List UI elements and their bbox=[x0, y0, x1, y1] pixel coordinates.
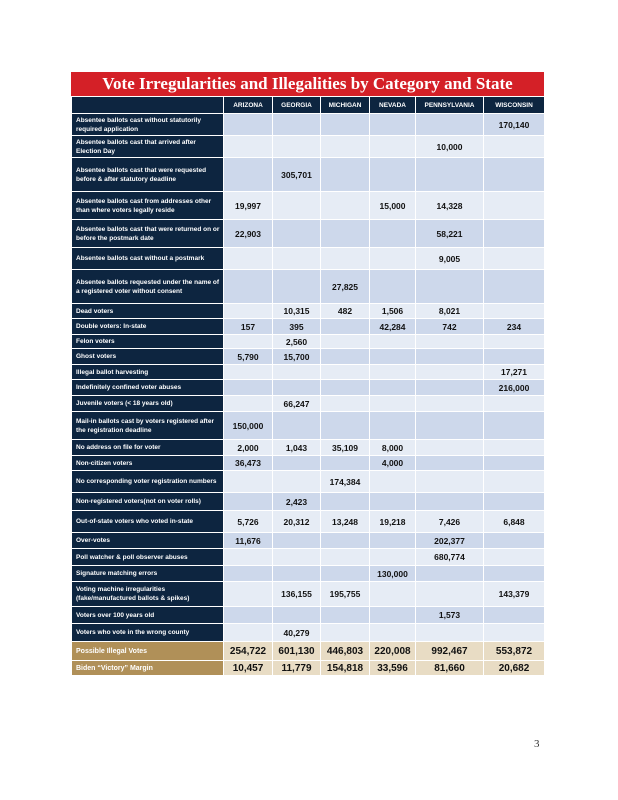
value-cell bbox=[416, 114, 484, 136]
value-cell bbox=[370, 114, 416, 136]
table-row bbox=[72, 319, 545, 335]
value-cell: 66,247 bbox=[273, 396, 321, 412]
value-cell bbox=[224, 493, 273, 511]
value-cell bbox=[416, 471, 484, 493]
value-cell bbox=[273, 380, 321, 396]
value-cell bbox=[484, 270, 545, 304]
value-cell: 2,560 bbox=[273, 335, 321, 349]
value-cell bbox=[273, 456, 321, 471]
category-label: Ghost voters bbox=[72, 349, 224, 365]
table-row bbox=[72, 335, 545, 349]
value-cell bbox=[484, 549, 545, 566]
total-cell: 446,803 bbox=[321, 642, 370, 661]
value-cell: 19,218 bbox=[370, 511, 416, 533]
value-cell: 157 bbox=[224, 319, 273, 335]
table-row bbox=[72, 607, 545, 624]
table-row bbox=[72, 471, 545, 493]
category-label: Non-citizen voters bbox=[72, 456, 224, 471]
table-row bbox=[72, 624, 545, 642]
value-cell: 680,774 bbox=[416, 549, 484, 566]
value-cell bbox=[321, 549, 370, 566]
victory-margin-row bbox=[72, 661, 545, 676]
value-cell: 5,726 bbox=[224, 511, 273, 533]
value-cell bbox=[224, 335, 273, 349]
value-cell bbox=[370, 493, 416, 511]
total-cell: 254,722 bbox=[224, 642, 273, 661]
value-cell bbox=[273, 220, 321, 248]
value-cell bbox=[273, 248, 321, 270]
value-cell bbox=[370, 412, 416, 440]
value-cell: 170,140 bbox=[484, 114, 545, 136]
value-cell: 1,043 bbox=[273, 440, 321, 456]
table-row bbox=[72, 533, 545, 549]
value-cell bbox=[416, 158, 484, 192]
value-cell: 22,903 bbox=[224, 220, 273, 248]
table-row bbox=[72, 365, 545, 380]
table-row bbox=[72, 582, 545, 607]
state-header: WISCONSIN bbox=[484, 97, 545, 114]
value-cell bbox=[370, 158, 416, 192]
value-cell bbox=[224, 566, 273, 582]
category-label: Absentee ballots cast that were requested before & after statutory deadline bbox=[72, 158, 224, 192]
value-cell: 482 bbox=[321, 304, 370, 319]
value-cell: 36,473 bbox=[224, 456, 273, 471]
value-cell bbox=[273, 471, 321, 493]
value-cell bbox=[321, 192, 370, 220]
value-cell bbox=[484, 624, 545, 642]
value-cell bbox=[321, 624, 370, 642]
value-cell bbox=[370, 335, 416, 349]
value-cell bbox=[484, 440, 545, 456]
value-cell bbox=[321, 607, 370, 624]
value-cell: 202,377 bbox=[416, 533, 484, 549]
value-cell: 58,221 bbox=[416, 220, 484, 248]
value-cell bbox=[370, 380, 416, 396]
total-cell: 81,660 bbox=[416, 661, 484, 676]
value-cell bbox=[484, 396, 545, 412]
table-row bbox=[72, 114, 545, 136]
value-cell bbox=[224, 365, 273, 380]
value-cell bbox=[321, 380, 370, 396]
value-cell bbox=[484, 158, 545, 192]
value-cell: 19,997 bbox=[224, 192, 273, 220]
value-cell bbox=[321, 220, 370, 248]
value-cell: 742 bbox=[416, 319, 484, 335]
value-cell bbox=[370, 624, 416, 642]
value-cell bbox=[416, 380, 484, 396]
value-cell: 35,109 bbox=[321, 440, 370, 456]
value-cell bbox=[321, 319, 370, 335]
total-cell: 992,467 bbox=[416, 642, 484, 661]
value-cell: 27,825 bbox=[321, 270, 370, 304]
value-cell bbox=[273, 136, 321, 158]
value-cell bbox=[224, 380, 273, 396]
category-label: Non-registered voters(not on voter rolls) bbox=[72, 493, 224, 511]
value-cell bbox=[416, 566, 484, 582]
page-number: 3 bbox=[534, 738, 540, 750]
possible-illegal-votes-row bbox=[72, 642, 545, 661]
category-label: Voters who vote in the wrong county bbox=[72, 624, 224, 642]
value-cell: 2,000 bbox=[224, 440, 273, 456]
value-cell bbox=[370, 220, 416, 248]
table-row bbox=[72, 248, 545, 270]
value-cell: 15,700 bbox=[273, 349, 321, 365]
value-cell: 8,000 bbox=[370, 440, 416, 456]
category-label: Absentee ballots cast that arrived after Election Day bbox=[72, 136, 224, 158]
value-cell bbox=[321, 349, 370, 365]
table-row bbox=[72, 304, 545, 319]
value-cell bbox=[416, 582, 484, 607]
value-cell bbox=[273, 270, 321, 304]
value-cell bbox=[224, 607, 273, 624]
value-cell: 143,379 bbox=[484, 582, 545, 607]
value-cell bbox=[321, 566, 370, 582]
value-cell: 1,506 bbox=[370, 304, 416, 319]
value-cell bbox=[321, 365, 370, 380]
value-cell bbox=[484, 493, 545, 511]
value-cell bbox=[321, 114, 370, 136]
value-cell bbox=[224, 114, 273, 136]
category-label: Poll watcher & poll observer abuses bbox=[72, 549, 224, 566]
value-cell bbox=[321, 158, 370, 192]
table-row bbox=[72, 549, 545, 566]
value-cell bbox=[224, 624, 273, 642]
value-cell: 174,384 bbox=[321, 471, 370, 493]
value-cell: 195,755 bbox=[321, 582, 370, 607]
value-cell: 395 bbox=[273, 319, 321, 335]
total-cell: 553,872 bbox=[484, 642, 545, 661]
value-cell bbox=[224, 136, 273, 158]
total-cell: 11,779 bbox=[273, 661, 321, 676]
category-label: Absentee ballots cast without a postmark bbox=[72, 248, 224, 270]
value-cell: 305,701 bbox=[273, 158, 321, 192]
table-row bbox=[72, 192, 545, 220]
value-cell bbox=[484, 456, 545, 471]
category-label: No address on file for voter bbox=[72, 440, 224, 456]
value-cell bbox=[416, 493, 484, 511]
value-cell bbox=[321, 136, 370, 158]
table-title: Vote Irregularities and Illegalities by Category and State bbox=[71, 72, 544, 96]
value-cell bbox=[273, 412, 321, 440]
value-cell bbox=[273, 607, 321, 624]
total-cell: 10,457 bbox=[224, 661, 273, 676]
irregularities-table bbox=[71, 96, 545, 676]
category-label: Absentee ballots cast that were returned on or before the postmark date bbox=[72, 220, 224, 248]
value-cell: 42,284 bbox=[370, 319, 416, 335]
value-cell bbox=[416, 412, 484, 440]
value-cell bbox=[224, 270, 273, 304]
value-cell bbox=[224, 471, 273, 493]
value-cell bbox=[416, 270, 484, 304]
category-label: Voting machine irregularities (fake/manufactured ballots & spikes) bbox=[72, 582, 224, 607]
value-cell bbox=[273, 192, 321, 220]
value-cell: 17,271 bbox=[484, 365, 545, 380]
category-label: Absentee ballots cast from addresses other than where voters legally reside bbox=[72, 192, 224, 220]
value-cell bbox=[484, 192, 545, 220]
table-row bbox=[72, 412, 545, 440]
table-row bbox=[72, 136, 545, 158]
value-cell bbox=[321, 533, 370, 549]
value-cell bbox=[273, 549, 321, 566]
value-cell bbox=[370, 136, 416, 158]
total-cell: 220,008 bbox=[370, 642, 416, 661]
category-label: Juvenile voters (< 18 years old) bbox=[72, 396, 224, 412]
value-cell: 14,328 bbox=[416, 192, 484, 220]
total-cell: 154,818 bbox=[321, 661, 370, 676]
table-row bbox=[72, 396, 545, 412]
value-cell bbox=[224, 158, 273, 192]
value-cell: 2,423 bbox=[273, 493, 321, 511]
category-label: Absentee ballots requested under the name of a registered voter without consent bbox=[72, 270, 224, 304]
table-row bbox=[72, 220, 545, 248]
category-label: Absentee ballots cast without statutorily required application bbox=[72, 114, 224, 136]
value-cell bbox=[273, 114, 321, 136]
state-header: ARIZONA bbox=[224, 97, 273, 114]
category-label: Mail-in ballots cast by voters registered after the registration deadline bbox=[72, 412, 224, 440]
state-header: PENNSYLVANIA bbox=[416, 97, 484, 114]
value-cell bbox=[370, 248, 416, 270]
value-cell: 10,000 bbox=[416, 136, 484, 158]
category-label: Signature matching errors bbox=[72, 566, 224, 582]
value-cell: 9,005 bbox=[416, 248, 484, 270]
table-row bbox=[72, 380, 545, 396]
value-cell bbox=[370, 549, 416, 566]
value-cell bbox=[370, 396, 416, 412]
value-cell: 1,573 bbox=[416, 607, 484, 624]
value-cell: 20,312 bbox=[273, 511, 321, 533]
category-label: Double voters: In-state bbox=[72, 319, 224, 335]
value-cell bbox=[484, 412, 545, 440]
value-cell: 7,426 bbox=[416, 511, 484, 533]
value-cell bbox=[273, 365, 321, 380]
table-row bbox=[72, 270, 545, 304]
category-label: Illegal ballot harvesting bbox=[72, 365, 224, 380]
value-cell: 6,848 bbox=[484, 511, 545, 533]
state-header: GEORGIA bbox=[273, 97, 321, 114]
state-header: MICHIGAN bbox=[321, 97, 370, 114]
value-cell: 15,000 bbox=[370, 192, 416, 220]
value-cell: 130,000 bbox=[370, 566, 416, 582]
value-cell bbox=[321, 493, 370, 511]
total-label: Possible Illegal Votes bbox=[72, 642, 224, 661]
value-cell bbox=[484, 533, 545, 549]
category-label: Out-of-state voters who voted in-state bbox=[72, 511, 224, 533]
value-cell bbox=[416, 349, 484, 365]
header-row bbox=[72, 97, 545, 114]
value-cell bbox=[370, 582, 416, 607]
value-cell bbox=[370, 349, 416, 365]
table-row bbox=[72, 158, 545, 192]
total-cell: 20,682 bbox=[484, 661, 545, 676]
value-cell: 8,021 bbox=[416, 304, 484, 319]
category-label: Indefinitely confined voter abuses bbox=[72, 380, 224, 396]
table-row bbox=[72, 440, 545, 456]
value-cell: 10,315 bbox=[273, 304, 321, 319]
value-cell bbox=[416, 456, 484, 471]
state-header: NEVADA bbox=[370, 97, 416, 114]
value-cell bbox=[416, 335, 484, 349]
value-cell bbox=[484, 220, 545, 248]
category-label: No corresponding voter registration numbers bbox=[72, 471, 224, 493]
value-cell bbox=[224, 304, 273, 319]
value-cell: 11,676 bbox=[224, 533, 273, 549]
table-row bbox=[72, 493, 545, 511]
value-cell bbox=[273, 566, 321, 582]
category-label: Dead voters bbox=[72, 304, 224, 319]
value-cell bbox=[321, 456, 370, 471]
category-label: Felon voters bbox=[72, 335, 224, 349]
value-cell bbox=[484, 607, 545, 624]
value-cell bbox=[370, 607, 416, 624]
value-cell bbox=[370, 533, 416, 549]
table-row bbox=[72, 566, 545, 582]
value-cell bbox=[224, 248, 273, 270]
value-cell bbox=[321, 248, 370, 270]
value-cell: 136,155 bbox=[273, 582, 321, 607]
value-cell bbox=[416, 365, 484, 380]
total-cell: 33,596 bbox=[370, 661, 416, 676]
category-label: Voters over 100 years old bbox=[72, 607, 224, 624]
table-row bbox=[72, 456, 545, 471]
value-cell bbox=[484, 566, 545, 582]
value-cell: 216,000 bbox=[484, 380, 545, 396]
value-cell bbox=[321, 335, 370, 349]
header-corner bbox=[72, 97, 224, 114]
value-cell bbox=[416, 440, 484, 456]
value-cell bbox=[484, 349, 545, 365]
value-cell: 4,000 bbox=[370, 456, 416, 471]
value-cell bbox=[370, 365, 416, 380]
value-cell bbox=[321, 412, 370, 440]
table-row bbox=[72, 511, 545, 533]
value-cell bbox=[224, 549, 273, 566]
value-cell bbox=[484, 248, 545, 270]
value-cell bbox=[484, 335, 545, 349]
value-cell bbox=[321, 396, 370, 412]
value-cell bbox=[416, 624, 484, 642]
value-cell bbox=[273, 533, 321, 549]
value-cell bbox=[224, 582, 273, 607]
table-row bbox=[72, 349, 545, 365]
value-cell: 234 bbox=[484, 319, 545, 335]
value-cell bbox=[370, 270, 416, 304]
value-cell bbox=[224, 396, 273, 412]
category-label: Over-votes bbox=[72, 533, 224, 549]
value-cell bbox=[484, 136, 545, 158]
value-cell bbox=[484, 471, 545, 493]
total-label: Biden “Victory” Margin bbox=[72, 661, 224, 676]
value-cell: 40,279 bbox=[273, 624, 321, 642]
total-cell: 601,130 bbox=[273, 642, 321, 661]
value-cell: 13,248 bbox=[321, 511, 370, 533]
value-cell bbox=[370, 471, 416, 493]
value-cell bbox=[416, 396, 484, 412]
value-cell: 5,790 bbox=[224, 349, 273, 365]
value-cell: 150,000 bbox=[224, 412, 273, 440]
value-cell bbox=[484, 304, 545, 319]
